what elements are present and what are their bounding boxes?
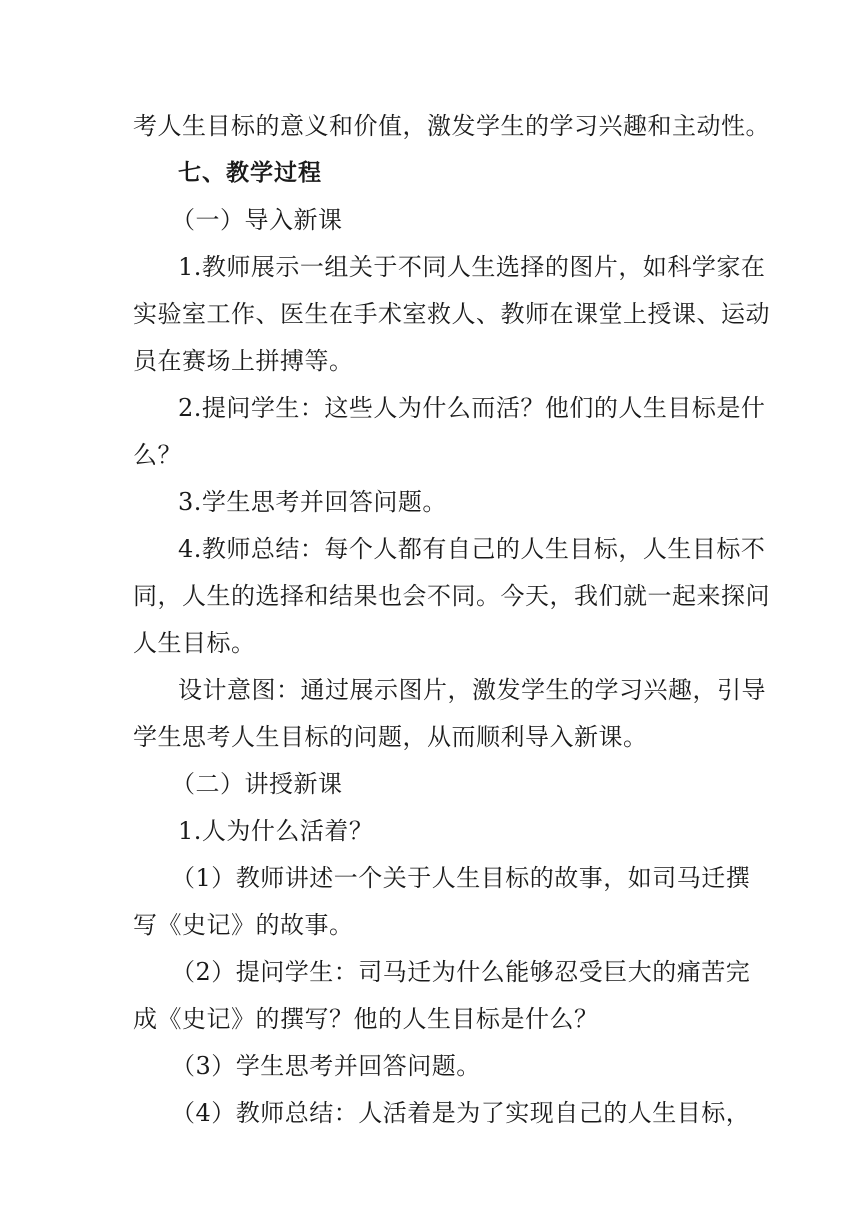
text-line: 考人生目标的意义和价值，激发学生的学习兴趣和主动性。 [133, 112, 770, 140]
text-line: 设计意图：通过展示图片，激发学生的学习兴趣，引导 [178, 676, 766, 704]
text-line: （4）教师总结：人活着是为了实现自己的人生目标， [171, 1099, 751, 1127]
text-line: 写《史记》的故事。 [133, 911, 354, 939]
subsection-heading: （一）导入新课 [171, 206, 343, 234]
section-heading: 七、教学过程 [178, 160, 322, 186]
text-line: （2）提问学生：司马迁为什么能够忍受巨大的痛苦完 [171, 958, 751, 986]
text-line: 员在赛场上拼搏等。 [133, 347, 354, 375]
text-line: （1）教师讲述一个关于人生目标的故事，如司马迁撰 [171, 864, 751, 892]
text-line: 2.提问学生：这些人为什么而活？他们的人生目标是什 [178, 394, 766, 422]
document-body [133, 103, 770, 1137]
text-line: （3）学生思考并回答问题。 [171, 1052, 481, 1080]
text-line: 同，人生的选择和结果也会不同。今天，我们就一起来探问 [133, 582, 770, 610]
text-line: 学生思考人生目标的问题，从而顺利导入新课。 [133, 723, 648, 751]
text-line: 4.教师总结：每个人都有自己的人生目标，人生目标不 [178, 535, 766, 563]
text-line: 1.人为什么活着？ [178, 817, 374, 845]
subsection-heading: （二）讲授新课 [171, 770, 343, 798]
text-line: 1.教师展示一组关于不同人生选择的图片，如科学家在 [178, 253, 766, 281]
text-line: 实验室工作、医生在手术室救人、教师在课堂上授课、运动 [133, 300, 770, 328]
text-line: 人生目标。 [133, 629, 256, 657]
text-line: 成《史记》的撰写？他的人生目标是什么？ [133, 1005, 599, 1033]
text-line: 么？ [133, 441, 182, 469]
text-line: 3.学生思考并回答问题。 [178, 488, 447, 516]
